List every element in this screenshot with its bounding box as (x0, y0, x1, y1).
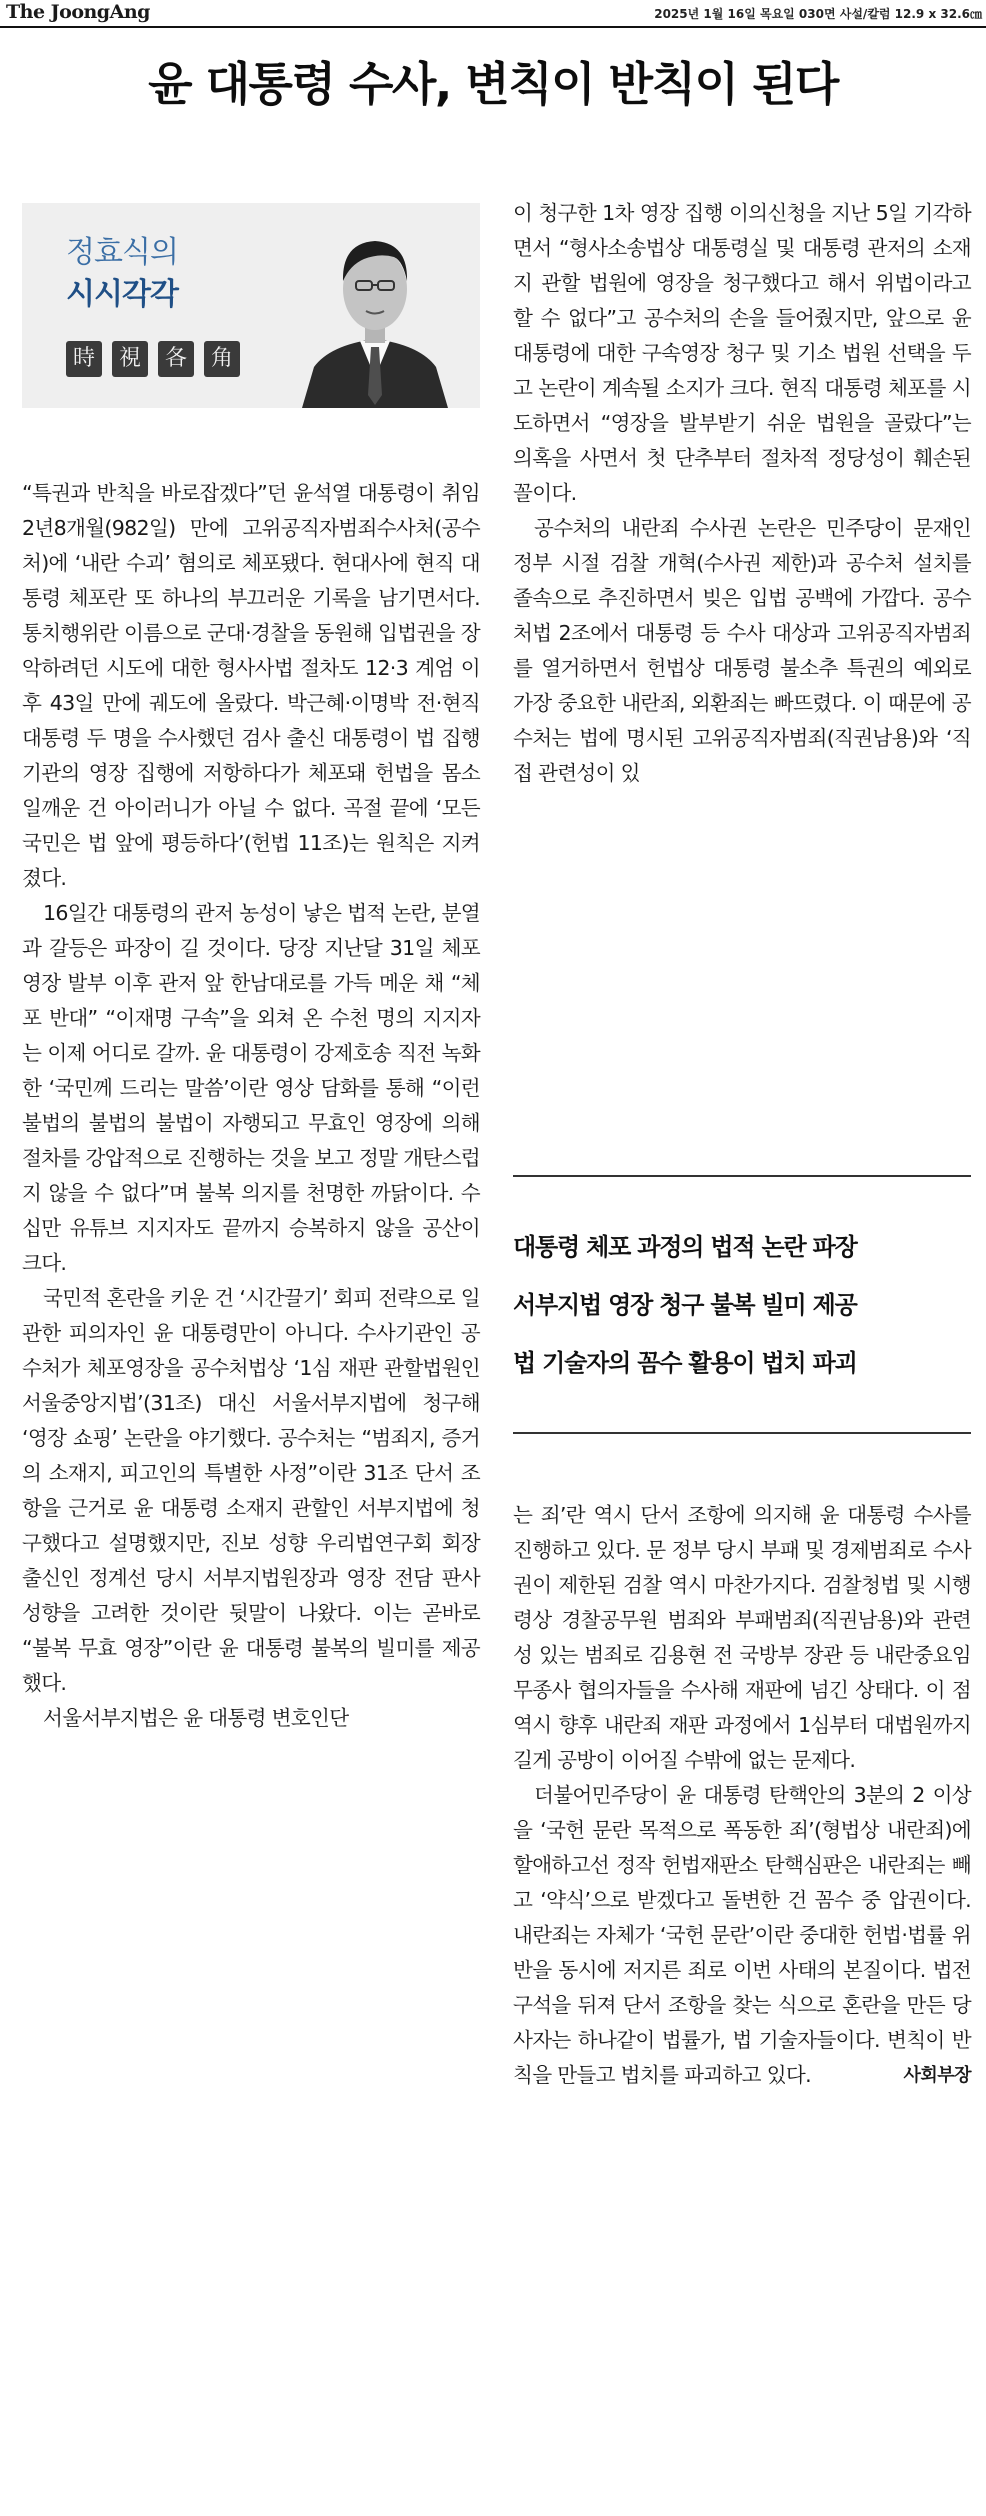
body-paragraph: 더불어민주당이 윤 대통령 탄핵안의 3분의 2 이상을 ‘국헌 문란 목적으로 폭동한 죄’(형법상 내란죄)에 할애하고선 정작 헌법재판소 탄핵심판은 내란죄는 빼고 ‘약식’으로 받겠다고 돌변한 건 꼼수 중 압권이다. 내란죄는 자체가 ‘국헌 문란’이란 중대한 헌법·법률 위반을 동시에 저지른 죄로 이번 사태의 본질이다. 법전 구석을 뒤져 단서 조항을 찾는 식으로 혼란을 만든 당사자는 하나같이 법률가, 법 기술자들이다. 변칙이 반칙을 만들고 법치를 파괴하고 있다. (513, 1783, 971, 2087)
pull-quote-line: 대통령 체포 과정의 법적 논란 파장 (513, 1233, 857, 1261)
body-paragraph-with-signoff (513, 1778, 971, 2093)
column-logo-box (22, 203, 480, 408)
columnist-portrait (300, 217, 450, 408)
body-paragraph: “특권과 반칙을 바로잡겠다”던 윤석열 대통령이 취임 2년8개월(982일) 만에 고위공직자범죄수사처(공수처)에 ‘내란 수괴’ 혐의로 체포됐다. 현대사에 현직 대통령 체포란 또 하나의 부끄러운 기록을 남기면서다. 통치행위란 이름으로 군대·경찰을 동원해 입법권을 장악하려던 시도에 대한 형사사법 절차도 12·3 계엄 이후 43일 만에 궤도에 올랐다. 박근혜·이명박 전·현직 대통령 두 명을 수사했던 검사 출신 대통령이 법 집행기관의 영장 집행에 저항하다가 체포돼 헌법을 몸소 일깨운 건 아이러니가 아닐 수 없다. 곡절 끝에 ‘모든 국민은 법 앞에 평등하다’(헌법 11조)는 원칙은 지켜졌다. (22, 481, 480, 890)
pull-quote-line: 서부지법 영장 청구 불복 빌미 제공 (513, 1291, 857, 1319)
publication-info: 2025년 1월 16일 목요일 030면 사설/칼럼 12.9 x 32.6㎝ (654, 7, 982, 21)
article-headline: 윤 대통령 수사, 변칙이 반칙이 된다 (148, 57, 838, 111)
body-paragraph: 는 죄’란 역시 단서 조항에 의지해 윤 대통령 수사를 진행하고 있다. 문 정부 당시 부패 및 경제범죄로 수사권이 제한된 검찰 역시 마찬가지다. 검찰청법 및 시행령상 경찰공무원 범죄와 부패범죄(직권남용)와 관련성 있는 범죄로 김용현 전 국방부 장관 등 내란중요임무종사 협의자들을 수사해 재판에 넘긴 상태다. 이 점 역시 향후 내란죄 재판 과정에서 1심부터 대법원까지 길게 공방이 이어질 수밖에 없는 문제다. (513, 1503, 971, 1772)
article-body-left-column (22, 476, 480, 1736)
body-paragraph: 국민적 혼란을 키운 건 ‘시간끌기’ 회피 전략으로 일관한 피의자인 윤 대통령만이 아니다. 수사기관인 공수처가 체포영장을 공수처법상 ‘1심 재판 관할법원인 서울중앙지법’(31조) 대신 서울서부지법에 청구해 ‘영장 쇼핑’ 논란을 야기했다. 공수처는 “범죄지, 증거의 소재지, 피고인의 특별한 사정”이란 31조 단서 조항을 근거로 윤 대통령 소재지 관할인 서부지법에 청구했다고 설명했지만, 진보 성향 우리법연구회 회장 출신인 정계선 당시 서부지법원장과 영장 전담 판사 성향을 고려한 것이란 뒷말이 나왔다. 이는 곧바로 “불복 무효 영장”이란 윤 대통령 불복의 빌미를 제공했다. (22, 1286, 480, 1695)
column-title: 시시각각 (66, 277, 178, 312)
newspaper-logo: The JoongAng (6, 1, 150, 23)
article-body-right-column-top (513, 196, 971, 791)
author-signoff: 사회부장 (903, 2065, 971, 2086)
seal-char: 視 (112, 341, 148, 377)
seal-char: 各 (158, 341, 194, 377)
seal-char: 時 (66, 341, 102, 377)
body-paragraph: 서울서부지법은 윤 대통령 변호인단 (43, 1706, 349, 1730)
body-paragraph: 16일간 대통령의 관저 농성이 낳은 법적 논란, 분열과 갈등은 파장이 길 것이다. 당장 지난달 31일 체포영장 발부 이후 관저 앞 한남대로를 가득 메운 채 “체포 반대” “이재명 구속”을 외쳐 온 수천 명의 지지자는 이제 어디로 갈까. 윤 대통령이 강제호송 직전 녹화한 ‘국민께 드리는 말씀’이란 영상 담화를 통해 “이런 불법의 불법의 불법이 자행되고 무효인 영장에 의해 절차를 강압적으로 진행하는 것을 보고 정말 개탄스럽지 않을 수 없다”며 불복 의지를 천명한 까닭이다. 수십만 유튜브 지지자도 끝까지 승복하지 않을 공산이 크다. (22, 901, 480, 1275)
column-seals (66, 341, 240, 377)
body-paragraph: 공수처의 내란죄 수사권 논란은 민주당이 문재인 정부 시절 검찰 개혁(수사권 제한)과 공수처 설치를 졸속으로 추진하면서 빚은 입법 공백에 가깝다. 공수처법 2조에서 대통령 등 수사 대상과 고위공직자범죄를 열거하면서 헌법상 대통령 불소추 특권의 예외로 가장 중요한 내란죄, 외환죄는 빠뜨렸다. 이 때문에 공수처는 법에 명시된 고위공직자범죄(직권남용)와 ‘직접 관련성이 있 (513, 516, 971, 785)
seal-char: 角 (204, 341, 240, 377)
pull-quote-box (513, 1175, 971, 1434)
pull-quote-line: 법 기술자의 꼼수 활용이 법치 파괴 (513, 1349, 857, 1377)
body-paragraph: 이 청구한 1차 영장 집행 이의신청을 지난 5일 기각하면서 “형사소송법상 대통령실 및 대통령 관저의 소재지 관할 법원에 영장을 청구했다고 해서 위법이라고 할 수 없다”고 공수처의 손을 들어줬지만, 앞으로 윤 대통령에 대한 구속영장 청구 및 기소 법원 선택을 두고 논란이 계속될 소지가 크다. 현직 대통령 체포를 시도하면서 “영장을 발부받기 쉬운 법원을 골랐다”는 의혹을 사면서 첫 단추부터 절차적 정당성이 훼손된 꼴이다. (513, 201, 971, 505)
article-body-right-column-bottom (513, 1498, 971, 2093)
columnist-name: 정효식의 (66, 235, 178, 270)
masthead (0, 0, 986, 28)
